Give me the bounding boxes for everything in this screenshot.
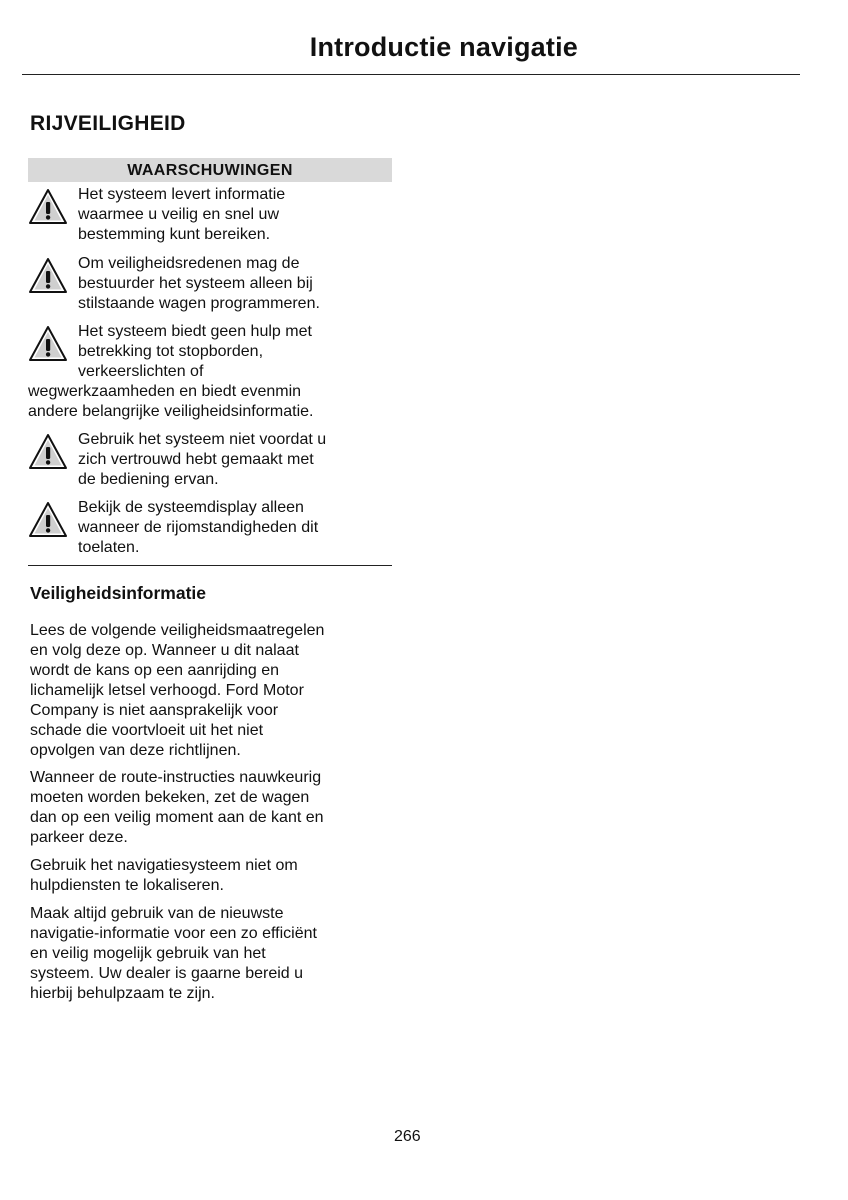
warning-text: Gebruik het systeem niet voordat u zich vertrouwd hebt gemaakt met de bediening ervan. <box>78 431 327 488</box>
warning-text <box>28 322 392 422</box>
page-title: Introductie navigatie <box>309 32 578 62</box>
warning-text-first: Het systeem biedt geen hulp met betrekking tot stopborden, verkeerslichten of <box>78 323 312 380</box>
warning-item <box>28 430 392 490</box>
warning-triangle-icon <box>28 324 68 364</box>
warning-triangle-icon <box>28 256 68 296</box>
warning-item <box>28 254 392 314</box>
page-number: 266 <box>394 1128 421 1145</box>
body-paragraph: Lees de volgende veiligheidsmaatregelen en volg deze op. Wanneer u dit nalaat wordt de kans op een aanrijding en lichamelijk letsel verhoogd. Ford Motor Company is niet aansprakelijk voor schade die voortvloeit uit het niet opvolgen van deze richtlijnen. <box>30 622 325 759</box>
section-title: RIJVEILIGHEID <box>30 112 186 135</box>
warning-item <box>28 185 392 245</box>
warnings-box <box>28 158 392 566</box>
subheading-veiligheidsinformatie: Veiligheidsinformatie <box>30 583 207 603</box>
warning-item <box>28 498 392 558</box>
body-paragraph: Wanneer de route-instructies nauwkeurig moeten worden bekeken, zet de wagen dan op een veilig moment aan de kant en parkeer deze. <box>30 769 324 846</box>
warning-text: Bekijk de systeemdisplay alleen wanneer de rijomstandigheden dit toelaten. <box>78 499 319 556</box>
warning-triangle-icon <box>28 187 68 227</box>
warning-text: Om veiligheidsredenen mag de bestuurder het systeem alleen bij stilstaande wagen programmeren. <box>78 255 320 312</box>
body-paragraph: Maak altijd gebruik van de nieuwste navigatie-informatie voor een zo efficiënt en veilig mogelijk gebruik van het systeem. Uw dealer is gaarne bereid u hierbij behulpzaam te zijn. <box>30 905 317 1002</box>
warning-item <box>28 322 392 422</box>
body-paragraph: Gebruik het navigatiesysteem niet om hulpdiensten te lokaliseren. <box>30 857 298 894</box>
page-header <box>22 30 800 75</box>
warning-triangle-icon <box>28 500 68 540</box>
warning-text-continuation: wegwerkzaamheden en biedt evenmin andere belangrijke veiligheidsinformatie. <box>28 383 314 420</box>
warning-text: Het systeem levert informatie waarmee u veilig en snel uw bestemming kunt bereiken. <box>78 186 286 243</box>
warning-triangle-icon <box>28 432 68 472</box>
warnings-heading: WAARSCHUWINGEN <box>28 158 392 182</box>
